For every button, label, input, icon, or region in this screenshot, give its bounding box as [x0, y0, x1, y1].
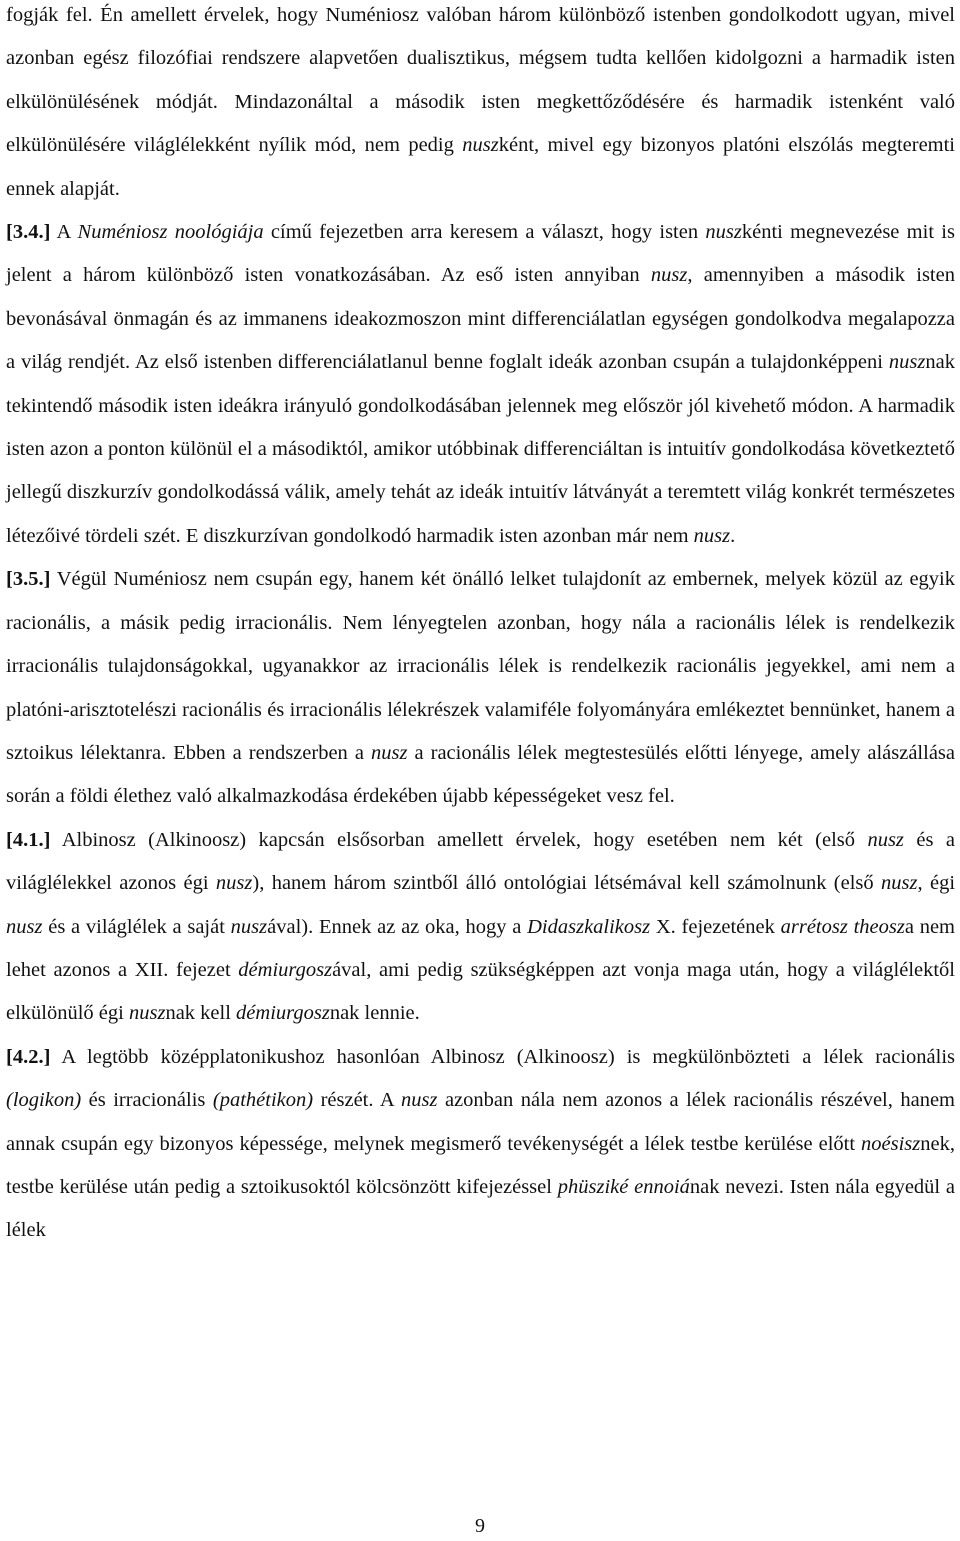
text-run: nak tekintendő második isten ideákra irányuló gondolkodásában jelennek meg először jól kivehető módon. A harmadik isten azon a ponton különül el a másodiktól, amikor utóbbinak differenciáltan is intuitív gondolkodása következtető jellegű diszkurzív gondolkodássá válik, amely tehát az ideák intuitív látványát a teremtett világ konkrét természetes létezőivé tördeli szét. E diszkurzívan gondolkodó harmadik isten azonban már nem — [6, 351, 955, 547]
italic-term: nusz — [462, 134, 499, 157]
italic-term: nusz — [881, 872, 918, 895]
paragraph-3-5 — [6, 558, 955, 818]
paragraph-3-4 — [6, 211, 955, 558]
page-number: 9 — [475, 1515, 485, 1537]
text-run: nek, testbe kerülése után pedig a sztoikusoktól kölcsönzött kifejezéssel — [6, 1132, 955, 1198]
italic-term: démiurgosz — [238, 958, 333, 981]
text-run: és a világlélek a saját — [42, 915, 231, 938]
italic-term: Numéniosz noológiája — [77, 221, 264, 244]
text-run: ával, ami pedig szükségképpen azt vonja maga után, hogy a világlélektől elkülönülő égi — [6, 958, 955, 1025]
text-run: a racionális lélek megtestesülés előtti lényege, amely alászállása során a földi élethez való alkalmazkodása érdekében újabb képességeket vesz fel. — [6, 741, 955, 808]
italic-term: nusz — [128, 1002, 166, 1025]
text-run: és irracionális — [81, 1089, 213, 1112]
italic-term: nusz — [6, 915, 43, 938]
italic-term: nusz — [867, 828, 904, 851]
paragraph-4-1 — [6, 819, 955, 1036]
text-run: . — [730, 524, 736, 547]
text-run: ával). Ennek az az oka, hogy a — [267, 915, 528, 938]
paragraph-4-2 — [6, 1036, 955, 1253]
text-run: X. fejezetének — [650, 915, 781, 938]
italic-term: Didaszkalikosz — [527, 915, 651, 938]
text-run: részét. A — [313, 1089, 401, 1112]
paragraph-continuation — [6, 0, 955, 211]
italic-term: nusz — [693, 524, 731, 547]
section-number: [3.4.] — [6, 221, 51, 244]
italic-term: nusz — [215, 872, 253, 895]
section-number: [4.1.] — [6, 828, 51, 851]
italic-term: (logikon) — [6, 1089, 82, 1112]
text-run: nak lennie. — [329, 1002, 420, 1025]
text-run: című fejezetben arra keresem a választ, hogy isten — [263, 221, 706, 244]
text-run: azonban nála nem azonos a lélek racionális részével, hanem annak csupán egy bizonyos képessége, melynek megismerő tevékenységét a lélek testbe kerülése előtt — [6, 1089, 955, 1155]
italic-term: nusz — [888, 351, 926, 374]
text-run: Végül Numéniosz nem csupán egy, hanem két önálló lelket tulajdonít az embernek, melyek közül az egyik racionális, a másik pedig irracionális. Nem lényegtelen azonban, hogy nála a racionális lélek is rendelkezik irracionális tulajdonságokkal, ugyanakkor az irracionális lélek is rendelkezik racionális jegyekkel, ami nem a platóni-arisztotelészi racionális és irracionális lélekrészek valamiféle folyományára emlékeztet bennünket, hanem a sztoikus lélektanra. Ebben a rendszerben a — [6, 568, 955, 764]
text-run: kénti megnevezése mit is jelent a három különböző isten vonatkozásában. Az eső isten annyiban — [6, 221, 955, 287]
italic-term: noésisz — [861, 1132, 921, 1155]
text-run: ként, mivel egy bizonyos platóni elszólás megteremti ennek alapját. — [6, 134, 955, 200]
section-number: [3.5.] — [6, 568, 51, 591]
italic-term: (pathétikon) — [212, 1089, 314, 1112]
text-run: nak kell — [165, 1002, 237, 1025]
italic-term: nusz — [401, 1089, 438, 1112]
text-run: A — [50, 221, 78, 244]
text-run: A legtöbb középplatonikushoz hasonlóan Albinosz (Alkinoosz) is megkülönbözteti a lélek racionális — [50, 1045, 955, 1068]
text-run: a nem lehet azonos a XII. fejezet — [6, 915, 955, 981]
italic-term: nusz — [370, 741, 408, 764]
text-run: és a világlélekkel azonos égi — [6, 828, 955, 895]
section-number: [4.2.] — [6, 1045, 51, 1068]
italic-term: nusz — [650, 264, 688, 287]
italic-term: nusz — [705, 221, 742, 244]
text-run: nak nevezi. Isten nála egyedül a lélek — [6, 1175, 955, 1242]
text-run: Albinosz (Alkinoosz) kapcsán elsősorban amellett érvelek, hogy esetében nem két (első — [50, 828, 868, 851]
text-run: , amennyiben a második isten bevonásával önmagán és az immanens ideakozmoszon mint differenciálatlan egységen gondolkodva megalapozza a világ rendjét. Az első istenben differenciálatlanul benne foglalt ideák azonban csupán a tulajdonképpeni — [6, 264, 955, 374]
italic-term: phüsziké ennoiá — [557, 1175, 690, 1198]
italic-term: arrétosz theosz — [780, 915, 905, 938]
text-run: fogják fel. Én amellett érvelek, hogy Numéniosz valóban három különböző istenben gondolkodott ugyan, mivel azonban egész filozófiai rendszere alapvetően dualisztikus, mégsem tudta kellően kidolgozni a harmadik isten elkülönülésének módját. Mindazonáltal a második isten megkettőződésére és harmadik istenként való elkülönülésére világlélekként nyílik mód, nem pedig — [6, 4, 955, 157]
text-run: ), hanem három szintből álló ontológiai létsémával kell számolnunk (első — [252, 872, 882, 895]
document-body — [6, 0, 955, 1253]
italic-term: nusz — [230, 915, 268, 938]
text-run: , égi — [917, 872, 956, 895]
italic-term: démiurgosz — [236, 1002, 330, 1025]
